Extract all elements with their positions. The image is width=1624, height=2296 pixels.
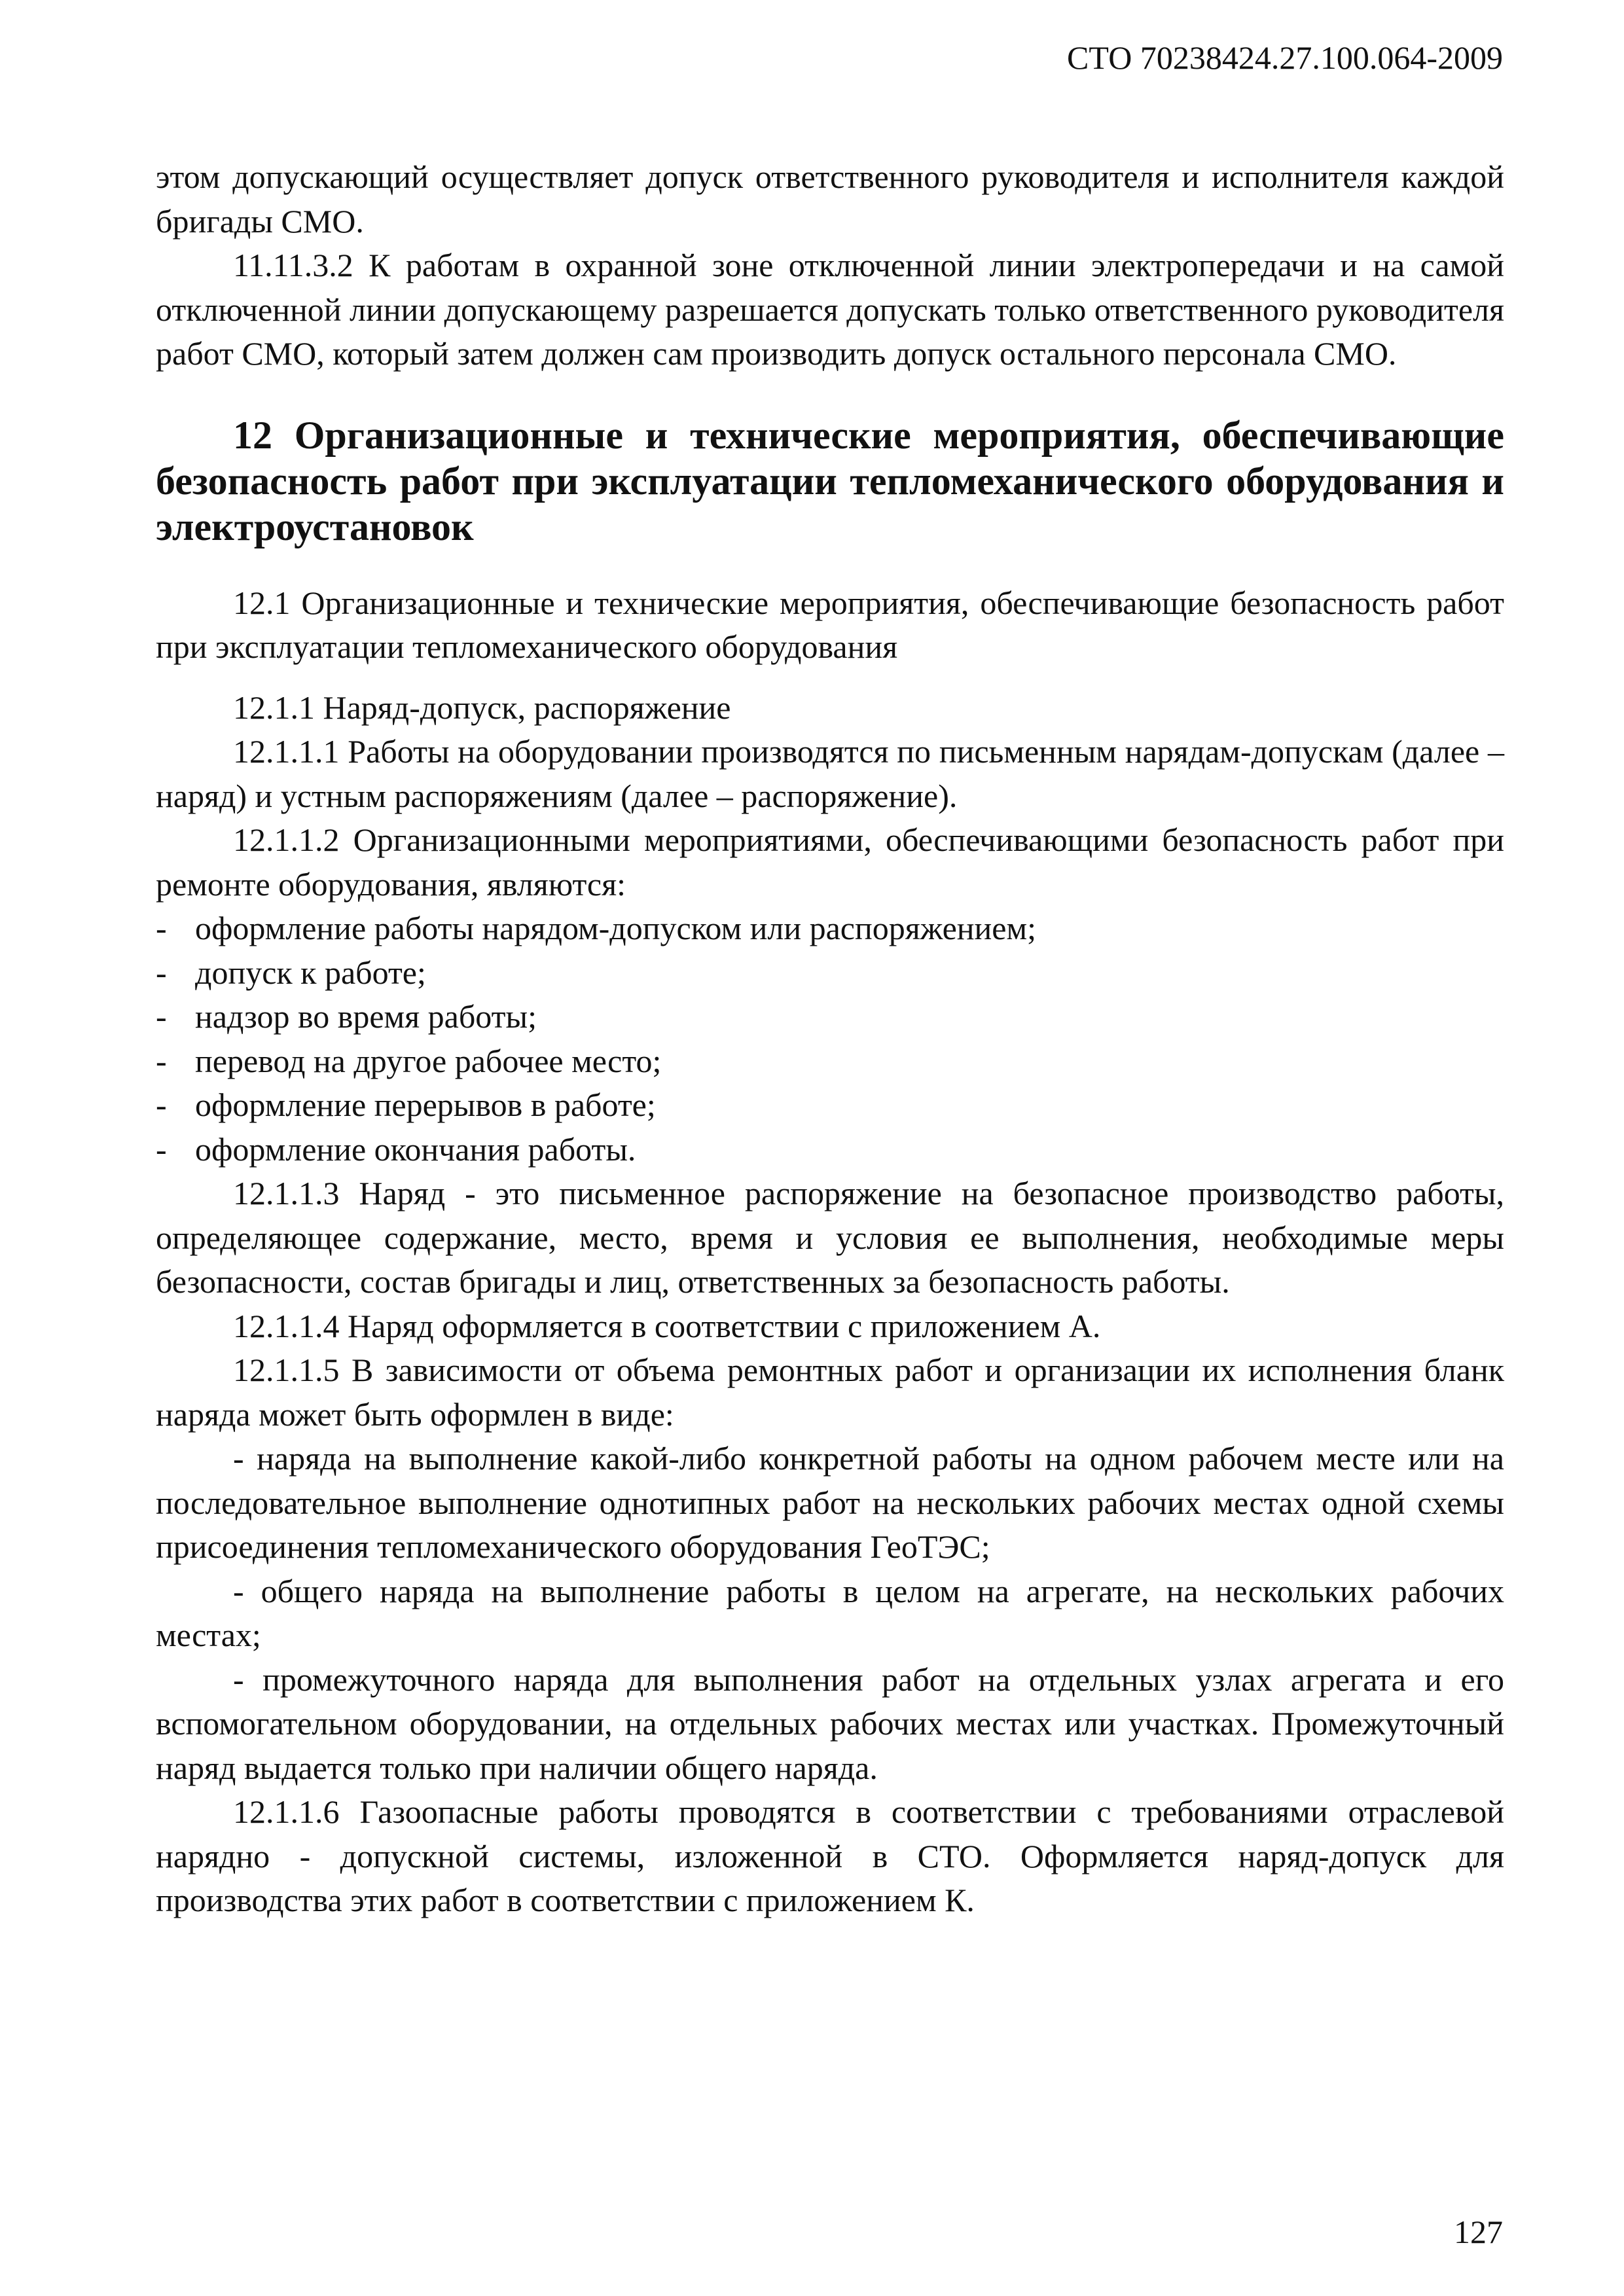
bullet-text: оформление перерывов в работе; xyxy=(195,1086,656,1123)
paragraph: 12.1 Организационные и технические мероприятия, обеспечивающие безопасность работ при эксплуатации тепломеханического оборудования xyxy=(156,584,1504,665)
bullet-text: надзор во время работы; xyxy=(195,998,537,1035)
bullet-text: оформление работы нарядом-допуском или распоряжением; xyxy=(195,910,1037,946)
bullet-item xyxy=(156,906,1504,951)
paragraph: 12.1.1.2 Организационными мероприятиями, обеспечивающими безопасность работ при ремонте оборудования, являются: xyxy=(156,821,1504,903)
paragraph: 12.1.1.3 Наряд - это письменное распоряжение на безопасное производство работы, определяющее содержание, место, время и условия ее выполнения, необходимые меры безопасности, состав бригады и лиц, ответственных за безопасность работы. xyxy=(156,1175,1504,1300)
bullet-item xyxy=(156,1039,1504,1084)
bullet-text: допуск к работе; xyxy=(195,954,426,991)
bullet-text: перевод на другое рабочее место; xyxy=(195,1042,662,1079)
page-number: 127 xyxy=(1454,2214,1503,2250)
paragraph: - промежуточного наряда для выполнения работ на отдельных узлах агрегата и его вспомогательном оборудовании, на отдельных рабочих местах или участках. Промежуточный наряд выдается только при наличии общего наряда. xyxy=(156,1660,1504,1786)
bullet-text: оформление окончания работы. xyxy=(195,1130,636,1168)
bullet-item xyxy=(156,1083,1504,1128)
paragraph: 12.1.1.1 Работы на оборудовании производятся по письменным нарядам-допускам (далее – наряд) и устным распоряжениям (далее – распоряжение). xyxy=(156,733,1504,814)
bullet-item xyxy=(156,995,1504,1039)
bullet-dash: - xyxy=(156,1130,167,1168)
bullet-item xyxy=(156,1128,1504,1172)
paragraph: - общего наряда на выполнение работы в целом на агрегате, на нескольких рабочих местах; xyxy=(156,1572,1504,1653)
bullet-dash: - xyxy=(156,910,167,946)
paragraph: - наряда на выполнение какой-либо конкретной работы на одном рабочем месте или на последовательное выполнение однотипных работ на нескольких рабочих местах одной схемы присоединения тепломеханического оборудования ГеоТЭС; xyxy=(156,1440,1504,1565)
bullet-dash: - xyxy=(156,998,167,1035)
paragraph: 12.1.1.5 В зависимости от объема ремонтных работ и организации их исполнения бланк наряда может быть оформлен в виде: xyxy=(156,1352,1504,1433)
paragraph: 12.1.1.4 Наряд оформляется в соответствии с приложением А. xyxy=(233,1307,1101,1344)
paragraph: 11.11.3.2 К работам в охранной зоне отключенной линии электропередачи и на самой отключенной линии допускающему разрешается допускать только ответственного руководителя работ СМО, который затем должен сам производить допуск остального персонала СМО. xyxy=(156,247,1504,372)
document-code-header: СТО 70238424.27.100.064-2009 xyxy=(1067,39,1503,76)
bullet-dash: - xyxy=(156,1042,167,1079)
bullet-dash: - xyxy=(156,1086,167,1123)
section-heading: 12 Организационные и технические мероприятия, обеспечивающие безопасность работ при эксплуатации тепломеханического оборудования и электроустановок xyxy=(156,413,1504,548)
paragraph: 12.1.1 Наряд-допуск, распоряжение xyxy=(233,689,731,726)
paragraph: этом допускающий осуществляет допуск ответственного руководителя и исполнителя каждой бригады СМО. xyxy=(156,158,1504,240)
document-body xyxy=(156,155,1504,1923)
bullet-dash: - xyxy=(156,954,167,991)
paragraph: 12.1.1.6 Газоопасные работы проводятся в соответствии с требованиями отраслевой нарядно - допускной системы, изложенной в СТО. Оформляется наряд-допуск для производства этих работ в соответствии с приложением К. xyxy=(156,1793,1504,1918)
bullet-item xyxy=(156,951,1504,996)
